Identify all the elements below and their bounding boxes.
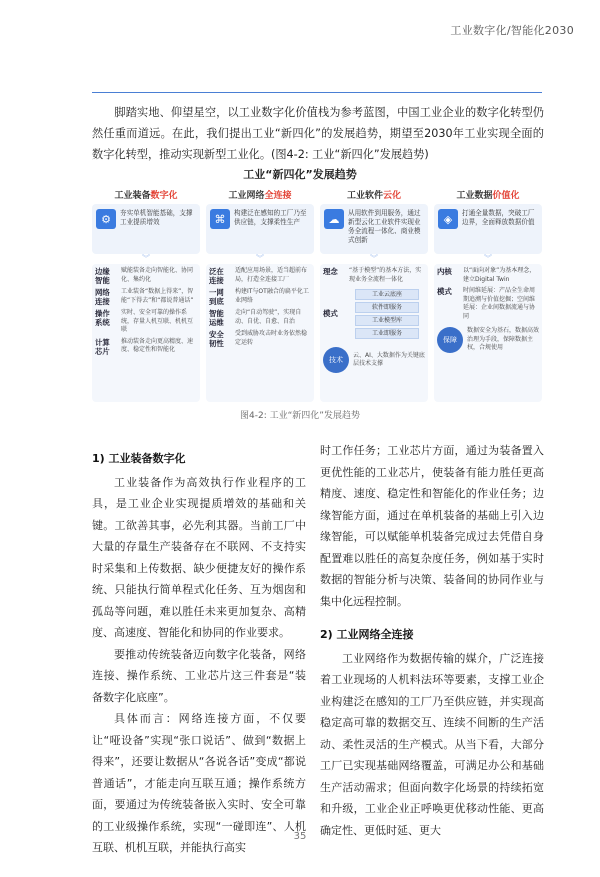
list-item: 边缘智能 赋能装备走向智能化、协同化、集约化 xyxy=(95,267,194,285)
left-text-column xyxy=(92,448,306,859)
body-paragraph: 具体而言：网络连接方面，不仅要让“哑设备”实现“张口说话”、做到“数据上得来”，还要让数据从“各说各话”变成“都说普通话”，才能走向互联互通；操作系统方面，要通过为传统装备嵌入实时、安全可靠的工业级操作系统，实现“一碰即连”、人机互联、机机互联，并能执行高实 xyxy=(92,712,306,854)
mode-box: 软件即服务 xyxy=(355,302,419,313)
chevron-down-icon: ︾ xyxy=(142,254,150,263)
column-heading: 工业网络全连接 xyxy=(228,191,292,201)
intro-text: 脚踏实地、仰望星空，以工业数字化价值栈为参考蓝图，中国工业企业的数字化转型仍然任重而道远。在此，我们提出工业“新四化”的发展趋势，期望至2030年工业实现全面的数字化转型，推动实现新型工业化。(图4-2: 工业“新四化”发展趋势) xyxy=(92,106,544,161)
chevron-down-icon: ︾ xyxy=(256,254,264,263)
section-heading: 1) 工业装备数字化 xyxy=(92,452,186,465)
robot-icon: ⚙ xyxy=(96,209,116,229)
column-detail-list xyxy=(92,264,200,402)
column-summary-card: ☁ 从用软件到用服务，通过新型云化工业软件实现业务全流程一体化、商业模式创新 xyxy=(320,204,428,254)
column-summary-card: ◈ 打通全量数据，突破工厂边界，全面释放数据价值 xyxy=(434,204,542,254)
running-header: 工业数字化/智能化2030 xyxy=(450,24,574,37)
tech-support: 技术 云、AI、大数据作为关键底层技术支撑 xyxy=(323,347,425,373)
list-item: 操作系统 实时、安全可靠的操作系统，存量人机互联、机机互联 xyxy=(95,309,194,333)
figure-column-data xyxy=(434,188,542,400)
figure-column-equipment xyxy=(92,188,200,400)
right-text-column xyxy=(320,440,544,841)
mode-box-group xyxy=(349,287,425,341)
list-item: 智能运维 走向“自动驾驶”，实现自动、自优、自愈、自治 xyxy=(209,309,302,327)
body-paragraph: 要推动传统装备迈向数字化装备，网络连接、操作系统、工业芯片这三件套是“装备数字化底座”。 xyxy=(92,647,306,704)
figure-caption: 图4-2: 工业“新四化”发展趋势 xyxy=(240,411,360,421)
column-summary-card: ⌘ 构建泛在感知的工厂乃至供应链，支撑柔性生产 xyxy=(206,204,314,254)
column-heading: 工业数据价值化 xyxy=(456,191,520,201)
figure-title: 工业“新四化”发展趋势 xyxy=(243,168,357,181)
list-item: 理念 “基于模型”的基本方法，实现业务全流程一体化 xyxy=(323,267,422,283)
list-item: 安全韧性 受到威胁攻击时业务依然稳定运转 xyxy=(209,330,308,348)
column-detail-list xyxy=(434,264,542,402)
column-heading: 工业装备数字化 xyxy=(114,191,178,201)
intro-paragraph xyxy=(92,102,544,165)
figure-column-network xyxy=(206,188,314,400)
data-icon: ◈ xyxy=(438,209,458,229)
list-item: 计算芯片 推动装备走向更高精度、速度、稳定性和智能化 xyxy=(95,337,194,356)
body-paragraph: 工业装备作为高效执行作业程序的工具，是工业企业实现提质增效的基础和关键。工欲善其事，必先利其器。当前工厂中大量的存量生产装备存在不联网、不支持实时采集和上传数据、缺少便捷友好的操作系统、只能执行简单程式化任务、互为烟囱和孤岛等问题，难以胜任未来更加复杂、高精度、高速度、智能化和协同的作业要求。 xyxy=(92,475,306,639)
body-paragraph: 工业网络作为数据传输的媒介，广泛连接着工业现场的人机料法环等要素，支撑工业企业构建泛在感知的工厂乃至供应链，并实现高稳定高可靠的数据交互、连续不间断的生产活动、柔性灵活的生产模式。从当下看，大部分工厂已实现基础网络覆盖，可满足办公和基础生产活动需求；但面向数字化场景的持续拓宽和升级，工业企业正呼唤更优移动性能、更高确定性、更低时延、更大 xyxy=(320,651,544,837)
cloud-icon: ☁ xyxy=(324,209,344,229)
mode-box: 工业模型库 xyxy=(355,315,419,326)
list-item: 模式 工业云底座 软件即服务 工业模型库 工业即服务 xyxy=(323,287,425,341)
trend-figure xyxy=(92,188,544,400)
chevron-down-icon: ︾ xyxy=(484,254,492,263)
mode-box: 工业云底座 xyxy=(355,289,419,300)
guarantee-badge: 保障 xyxy=(437,327,463,353)
list-item: 模式 时间维延展：产品全生命周期追溯与价值挖掘；空间维延展：企业间数据流通与协同 xyxy=(437,287,536,320)
section-heading: 2) 工业网络全连接 xyxy=(320,628,414,641)
list-item: 内核 以“面向对象”为基本理念，建立Digital Twin xyxy=(437,267,536,283)
column-summary-card: ⚙ 夯实单机智能基础，支撑工业提质增效 xyxy=(92,204,200,254)
mode-box: 工业即服务 xyxy=(355,328,419,339)
chevron-down-icon: ︾ xyxy=(370,254,378,263)
list-item: 网络连接 工业装备“数据上得来”，智能“下得去”和“都说普通话” xyxy=(95,288,194,306)
column-detail-list xyxy=(206,264,314,402)
figure-column-software xyxy=(320,188,428,400)
column-heading: 工业软件云化 xyxy=(346,191,402,201)
body-paragraph: 时工作任务；工业芯片方面，通过为装备置入更优性能的工业芯片，使装备有能力胜任更高精度、速度、稳定性和智能化的作业任务；边缘智能方面，通过在单机装备的基础上引入边缘智能，可以赋能单机装备完成过去凭借自身配置难以胜任的高复杂度任务，例如基于实时数据的智能分析与决策、装备间的协同作业与集中化远程控制。 xyxy=(320,444,544,608)
page-number: 35 xyxy=(293,831,307,842)
tech-badge: 技术 xyxy=(323,347,349,373)
column-detail-list xyxy=(320,264,428,402)
list-item: 一网到底 构建IT与OT融合的扁平化工业网络 xyxy=(209,288,309,306)
header-divider xyxy=(92,92,542,93)
network-icon: ⌘ xyxy=(210,209,230,229)
list-item: 泛在连接 适配应用场景，适当超前布局，打造全连接工厂 xyxy=(209,267,308,285)
guarantee-support: 保障 数据安全为基石，数据高效治理为手段，保障数据主权，合规使用 xyxy=(437,327,539,353)
